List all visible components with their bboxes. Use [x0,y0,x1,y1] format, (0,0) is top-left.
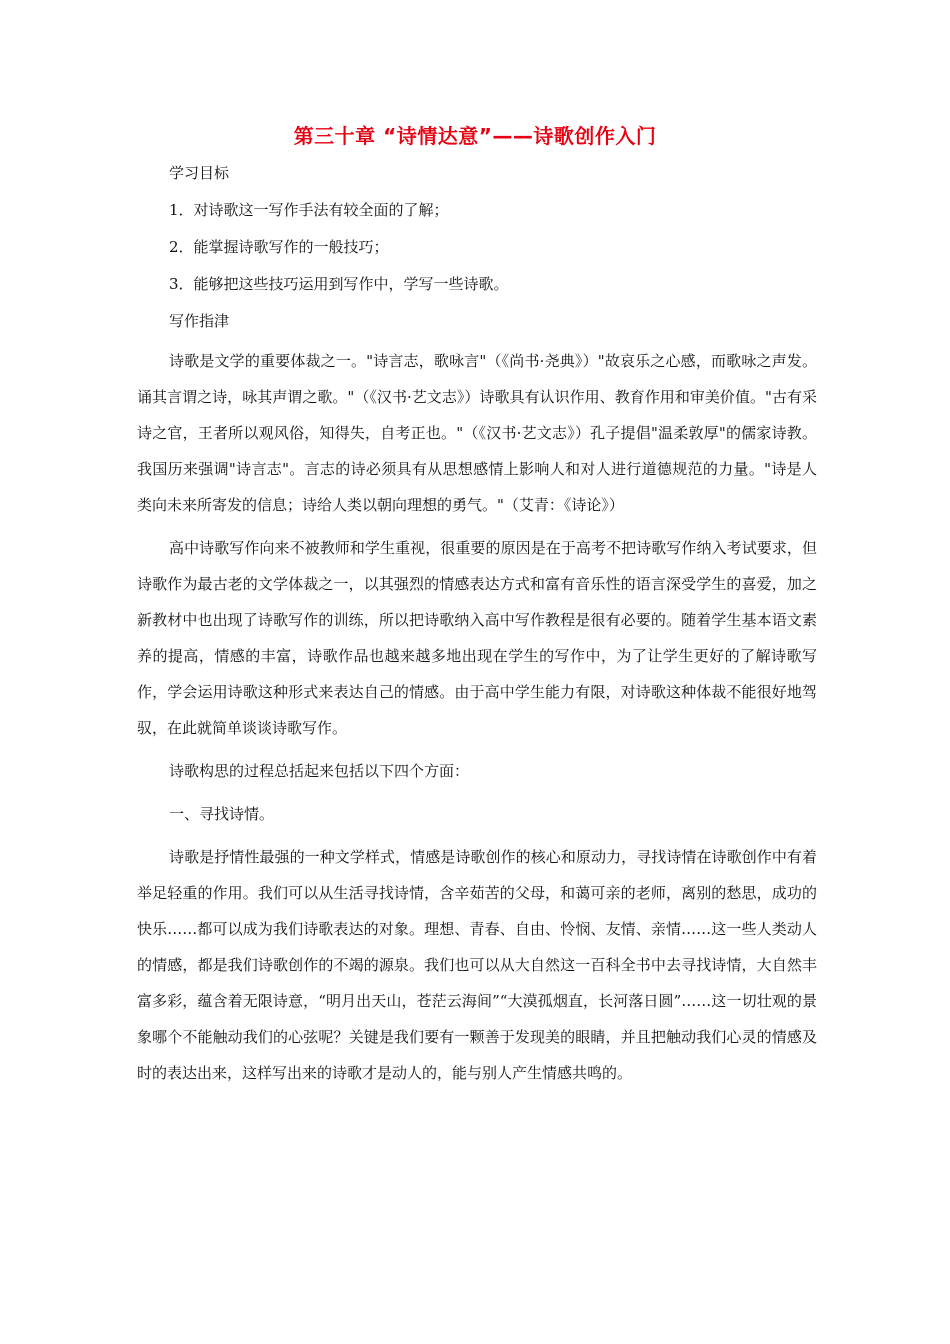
paragraph-3: 诗歌构思的过程总括起来包括以下四个方面： [169,762,470,780]
section-heading-guide: 写作指津 [169,312,230,330]
goal-item-3: 3．能够把这些技巧运用到写作中，学写一些诗歌。 [169,275,509,293]
paragraph-1: 诗歌是文学的重要体裁之一。"诗言志，歌咏言"（《尚书·尧典》）"故哀乐之心感，而歌咏之声发。诵其言谓之诗，咏其声谓之歌。"（《汉书·艺文志》）诗歌具有认识作用、教育作用和审美价值。"古有采诗之官，王者所以观风俗，知得失，自考正也。"（《汉书·艺文志》）孔子提倡"温柔敦厚"的儒家诗教。我国历来强调"诗言志"。言志的诗必须具有从思想感情上影响人和对人进行道德规范的力量。"诗是人类向未来所寄发的信息；诗给人类以朝向理想的勇气。"（艾青：《诗论》） [137,352,817,514]
paragraph-5: 诗歌是抒情性最强的一种文学样式，情感是诗歌创作的核心和原动力，寻找诗情在诗歌创作中有着举足轻重的作用。我们可以从生活寻找诗情，含辛茹苦的父母，和蔼可亲的老师，离别的愁思，成功的快乐……都可以成为我们诗歌表达的对象。理想、青春、自由、怜悯、友情、亲情……这一些人类动人的情感，都是我们诗歌创作的不竭的源泉。我们也可以从大自然这一百科全书中去寻找诗情，大自然丰富多彩，蕴含着无限诗意，“明月出天山，苍茫云海间”“大漠孤烟直，长河落日圆”……这一切壮观的景象哪个不能触动我们的心弦呢？关键是我们要有一颗善于发现美的眼睛，并且把触动我们心灵的情感及时的表达出来，这样写出来的诗歌才是动人的，能与别人产生情感共鸣的。 [137,848,817,1082]
goal-item-1: 1．对诗歌这一写作手法有较全面的了解； [169,201,449,219]
document-body [137,158,817,1098]
section-heading-goals: 学习目标 [169,164,230,182]
goal-item-2: 2．能掌握诗歌写作的一般技巧； [169,238,389,256]
subheading-find-poetic-feeling: 一、寻找诗情。 [169,805,275,823]
page-title: 第三十章 “诗情达意”——诗歌创作入门 [293,124,657,148]
paragraph-2: 高中诗歌写作向来不被教师和学生重视，很重要的原因是在于高考不把诗歌写作纳入考试要求，但诗歌作为最古老的文学体裁之一，以其强烈的情感表达方式和富有音乐性的语言深受学生的喜爱，加之新教材中也出现了诗歌写作的训练，所以把诗歌纳入高中写作教程是很有必要的。随着学生基本语文素养的提高，情感的丰富，诗歌作品也越来越多地出现在学生的写作中，为了让学生更好的了解诗歌写作，学会运用诗歌这种形式来表达自己的情感。由于高中学生能力有限，对诗歌这种体裁不能很好地驾驭，在此就简单谈谈诗歌写作。 [137,539,817,737]
